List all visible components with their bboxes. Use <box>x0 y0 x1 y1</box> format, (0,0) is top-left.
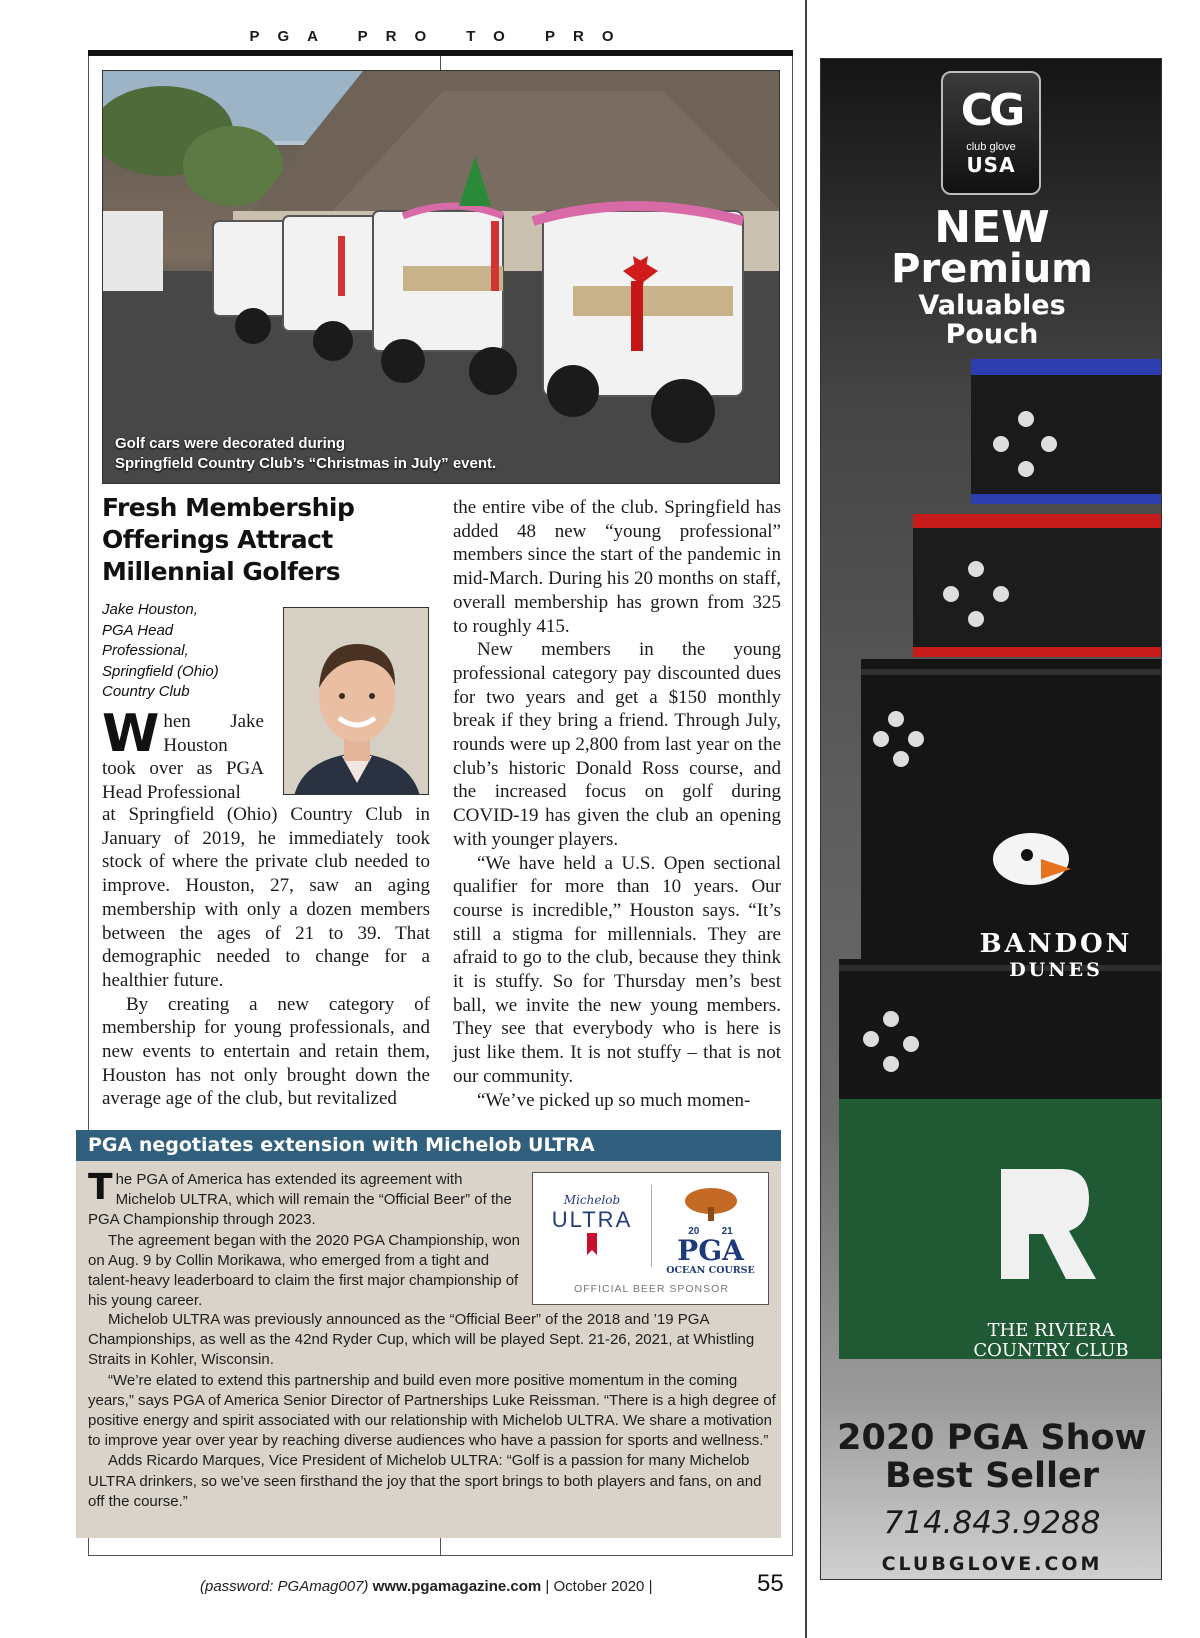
footer-url[interactable]: www.pgamagazine.com <box>372 1578 542 1595</box>
page-footer <box>200 1578 790 1595</box>
column-rule-bottom <box>440 1536 441 1556</box>
byline-line: Springfield (Ohio) <box>102 662 219 680</box>
footer-separator: | <box>545 1578 554 1595</box>
club-glove-logo <box>941 71 1041 195</box>
ad-pouch-line: Pouch <box>945 319 1039 350</box>
sidebar-bottom-text <box>88 1310 778 1512</box>
golf-cars-illustration <box>103 71 780 484</box>
ad-show-line-2: Best Seller <box>884 1456 1100 1496</box>
ad-phone-number[interactable]: 714.843.9288 <box>883 1505 1101 1541</box>
logo-separator <box>651 1185 652 1267</box>
article-paragraph: “We’ve picked up so much momen- <box>477 1089 751 1111</box>
ad-pga-show-badge <box>821 1419 1162 1495</box>
footer-date: October 2020 <box>553 1578 645 1595</box>
riviera-logo-text <box>951 1321 1151 1361</box>
oak-tree-icon <box>681 1187 741 1221</box>
michelob-sidebar <box>76 1130 781 1538</box>
sidebar-paragraph: Adds Ricardo Marques, Vice President of Michelob ULTRA: “Golf is a passion for many Michelob ULTRA drinkers, so we’ve seen firsthand the joy that the sport brings to both players and fans, on and off the course.” <box>88 1452 762 1510</box>
drop-cap: W <box>102 704 160 764</box>
article-paragraph: the entire vibe of the club. Springfield has added 48 new “young professional” members since the start of the pandemic in mid-March. During his 20 months on staff, overall membership has grown from 325 to roughly 415. <box>453 497 781 637</box>
club-glove-name: club glove <box>966 141 1016 153</box>
article-paragraph: New members in the young professional category pay discounted dues for two years and get a $150 monthly break if they bring a friend. Through July, rounds were up 2,800 from last year on the club’s historic Donald Ross course, and the increased focus on golf during COVID-19 has given the club an opening with younger players. <box>453 639 781 850</box>
footer-separator: | <box>648 1578 653 1595</box>
ad-show-line-1: 2020 PGA Show <box>837 1418 1147 1458</box>
club-glove-advertisement <box>820 58 1162 1580</box>
official-beer-sponsor-label: OFFICIAL BEER SPONSOR <box>574 1283 729 1295</box>
byline-line: PGA Head <box>102 621 174 639</box>
page-number: 55 <box>757 1570 784 1597</box>
ad-website[interactable]: CLUBGLOVE.COM <box>881 1553 1103 1575</box>
logo-year-left: 20 <box>688 1226 700 1237</box>
ultra-wordmark: ULTRA <box>551 1207 633 1232</box>
ocean-course-label: OCEAN COURSE <box>666 1265 755 1276</box>
cg-logo-mark: CG <box>960 85 1022 136</box>
page-divider <box>805 0 807 1638</box>
running-head: PGA PRO TO PRO <box>249 28 632 45</box>
ad-valuables-line: Valuables <box>918 290 1066 321</box>
article-paragraph: By creating a new category of membership for young professionals, and new events to entertain and retain them, Houston has not only brought down the average age of the club, but revitalized <box>102 993 430 1110</box>
headshot-photo <box>283 607 429 795</box>
golf-cars-photo <box>102 70 780 484</box>
sidebar-drop-cap: T <box>88 1167 113 1208</box>
sponsor-logo-box <box>532 1172 769 1305</box>
photo-caption <box>115 434 496 474</box>
article-paragraph: “We have held a U.S. Open sectional qualifier for more than 10 years. Our course is incredible,” Houston says. “It’s still a stigma for millennials. They are afraid to go to the club, because they think it is stuffy. So for Thursday men’s best ball, we invite the new young members. They see that everybody who is here is just like them. It is not stuffy – that is not our community. <box>453 852 781 1087</box>
pga-wordmark: PGA <box>677 1234 744 1267</box>
usa-label: USA <box>966 153 1016 177</box>
bandon-dunes-logo-text: BANDON <box>979 929 1133 959</box>
sidebar-paragraph: “We’re elated to extend this partnership and build even more positive momentum in the coming years,” says PGA of America Senior Director of Partnerships Luke Reissman. “There is a high degree of positive energy and spirit associated with our relationship with Michelob ULTRA. We share a motivation to improve year over year by reaching diverse audiences who have a passion for sports and wellness.” <box>88 1371 776 1450</box>
sidebar-paragraph: he PGA of America has extended its agreement with Michelob ULTRA, which will remain the “Official Beer” of the PGA Championship through 2023. <box>88 1171 512 1229</box>
article-column-2 <box>453 496 781 1112</box>
riviera-line-1: THE RIVIERA <box>987 1320 1115 1341</box>
michelob-script: Michelob <box>563 1193 621 1207</box>
byline-line: Professional, <box>102 642 189 659</box>
lead-text: hen Jake Houston took over as PGA Head Professional <box>102 711 264 804</box>
logo-year-right: 21 <box>721 1226 733 1237</box>
photo-caption-line-1: Golf cars were decorated during <box>115 435 346 452</box>
headshot-illustration <box>284 608 429 795</box>
ad-headline-premium: Premium <box>891 246 1093 292</box>
ad-headline-new: NEW <box>934 202 1050 253</box>
sidebar-paragraph: The agreement began with the 2020 PGA Championship, won on Aug. 9 by Collin Morikawa, who emerged from a tight and talent-heavy leaderboard to claim the first major championship of his young career. <box>88 1231 520 1310</box>
sidebar-paragraph: Michelob ULTRA was previously announced as the “Official Beer” of the 2018 and ’19 PGA Championships, as well as the 42nd Ryder Cup, which will be played Sept. 21-26, 2021, at Whistling Straits in Kohler, Wisconsin. <box>88 1311 755 1369</box>
photo-caption-line-2: Springfield Country Club’s “Christmas in July” event. <box>115 455 497 472</box>
ultra-ribbon-icon <box>584 1233 600 1255</box>
article-column-1 <box>102 803 430 1111</box>
byline-line: Jake Houston, <box>102 601 198 618</box>
footer-password: (password: PGAmag007) <box>200 1578 369 1595</box>
frame-right-rule <box>792 56 793 1556</box>
article-lead-column <box>102 704 264 805</box>
pga-ocean-course-logo <box>663 1187 758 1276</box>
lead-continued: at Springfield (Ohio) Country Club in January of 2019, he immediately took stock of where the private club needed to improve. Houston, 27, saw an aging membership with only a dozen members between the ages of 21 to 39. That demographic needed to change for a healthier future. <box>102 804 430 991</box>
ad-headline-valuables <box>821 291 1162 349</box>
michelob-ultra-logo <box>547 1193 637 1260</box>
article-headline: Fresh Membership Offerings Attract Millennial Golfers <box>102 493 355 586</box>
byline-line: Country Club <box>102 683 190 700</box>
sidebar-top-text <box>88 1167 525 1311</box>
riviera-line-2: COUNTRY CLUB <box>973 1340 1129 1361</box>
sidebar-title: PGA negotiates extension with Michelob ULTRA <box>76 1130 781 1161</box>
byline <box>102 600 272 703</box>
dunes-logo-text: DUNES <box>1009 959 1103 981</box>
